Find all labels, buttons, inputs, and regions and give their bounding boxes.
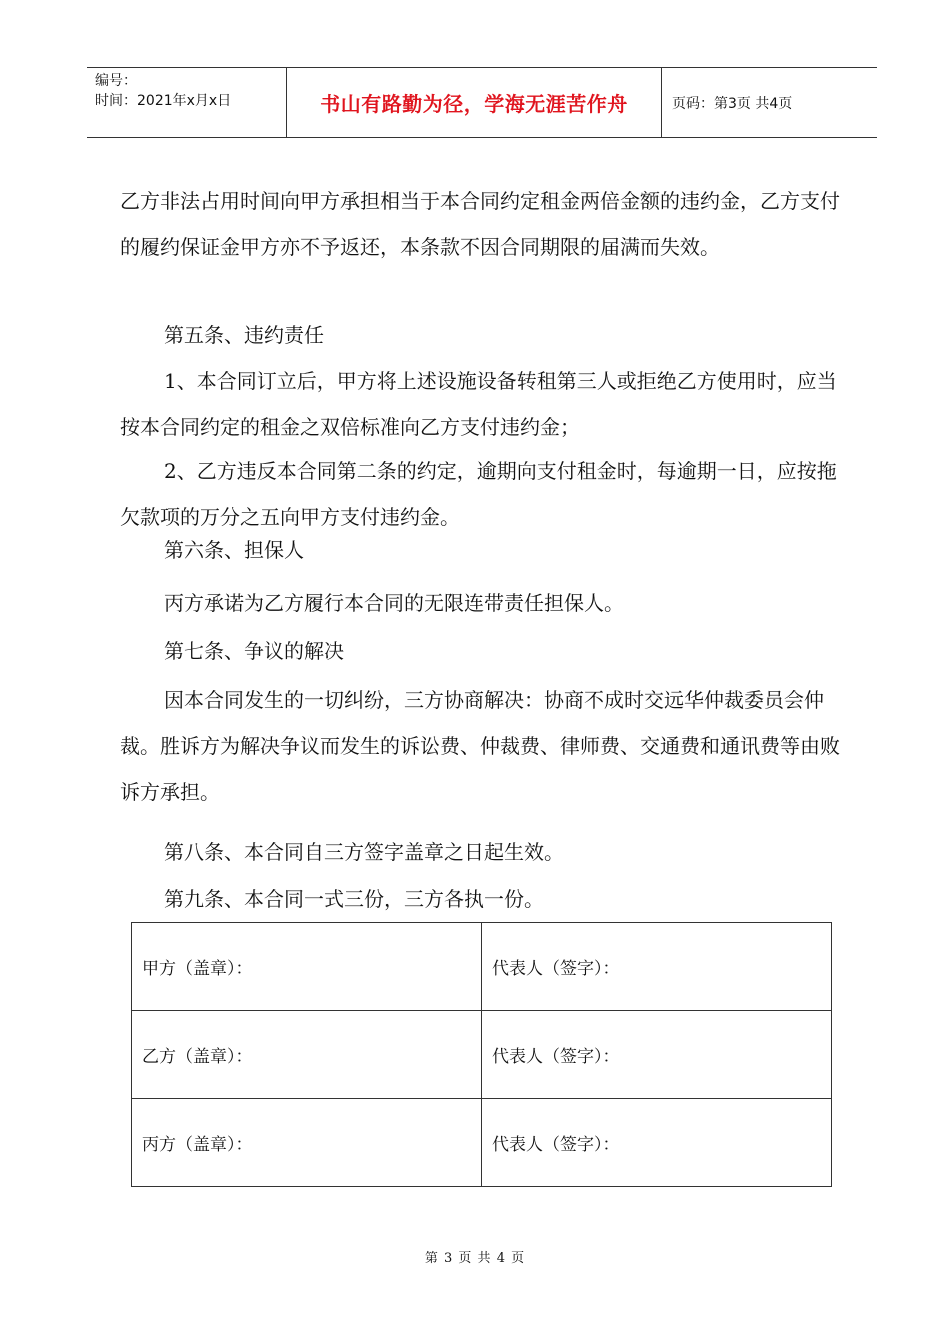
document-number-label: 编号： bbox=[95, 73, 137, 89]
party-b-seal-cell: 乙方（盖章）： bbox=[132, 1011, 482, 1099]
party-c-representative-cell: 代表人（签字）： bbox=[482, 1099, 832, 1187]
header-meta bbox=[87, 68, 287, 137]
paragraph-continuation: 乙方非法占用时间向甲方承担相当于本合同约定租金两倍金额的违约金，乙方支付的履约保证金甲方亦不予返还，本条款不因合同期限的届满而失效。 bbox=[120, 189, 840, 259]
paragraph-clause-5-1: 1、本合同订立后，甲方将上述设施设备转租第三人或拒绝乙方使用时，应当按本合同约定的租金之双倍标准向乙方支付违约金； bbox=[120, 369, 837, 439]
paragraph-clause-5-2: 2、乙方违反本合同第二条的约定，逾期向支付租金时，每逾期一日，应按拖欠款项的万分之五向甲方支付违约金。 bbox=[120, 459, 837, 529]
paragraph-dispute-resolution: 因本合同发生的一切纠纷，三方协商解决：协商不成时交远华仲裁委员会仲裁。胜诉方为解决争议而发生的诉讼费、仲裁费、律师费、交通费和通讯费等由败诉方承担。 bbox=[120, 688, 840, 804]
signature-row-party-a bbox=[132, 923, 832, 1011]
section-heading-article-8: 第八条、本合同自三方签字盖章之日起生效。 bbox=[164, 840, 564, 864]
paragraph-guarantor: 丙方承诺为乙方履行本合同的无限连带责任担保人。 bbox=[164, 591, 624, 615]
page-header bbox=[87, 67, 877, 138]
section-heading-article-9: 第九条、本合同一式三份，三方各执一份。 bbox=[164, 887, 544, 911]
party-a-seal-cell: 甲方（盖章）： bbox=[132, 923, 482, 1011]
signature-table bbox=[131, 922, 832, 1187]
signature-row-party-c bbox=[132, 1099, 832, 1187]
header-page-label: 页码：第3页 共4页 bbox=[672, 95, 793, 112]
section-heading-article-5: 第五条、违约责任 bbox=[164, 323, 324, 347]
party-b-representative-cell: 代表人（签字）： bbox=[482, 1011, 832, 1099]
section-heading-article-6: 第六条、担保人 bbox=[164, 538, 304, 562]
party-c-seal-cell: 丙方（盖章）： bbox=[132, 1099, 482, 1187]
signature-row-party-b bbox=[132, 1011, 832, 1099]
section-heading-article-7: 第七条、争议的解决 bbox=[164, 639, 344, 663]
header-motto: 书山有路勤为径，学海无涯苦作舟 bbox=[287, 68, 662, 137]
page-footer-number: 第 3 页 共 4 页 bbox=[424, 1251, 526, 1266]
document-time-label: 时间：2021年x月x日 bbox=[95, 93, 232, 109]
party-a-representative-cell: 代表人（签字）： bbox=[482, 923, 832, 1011]
